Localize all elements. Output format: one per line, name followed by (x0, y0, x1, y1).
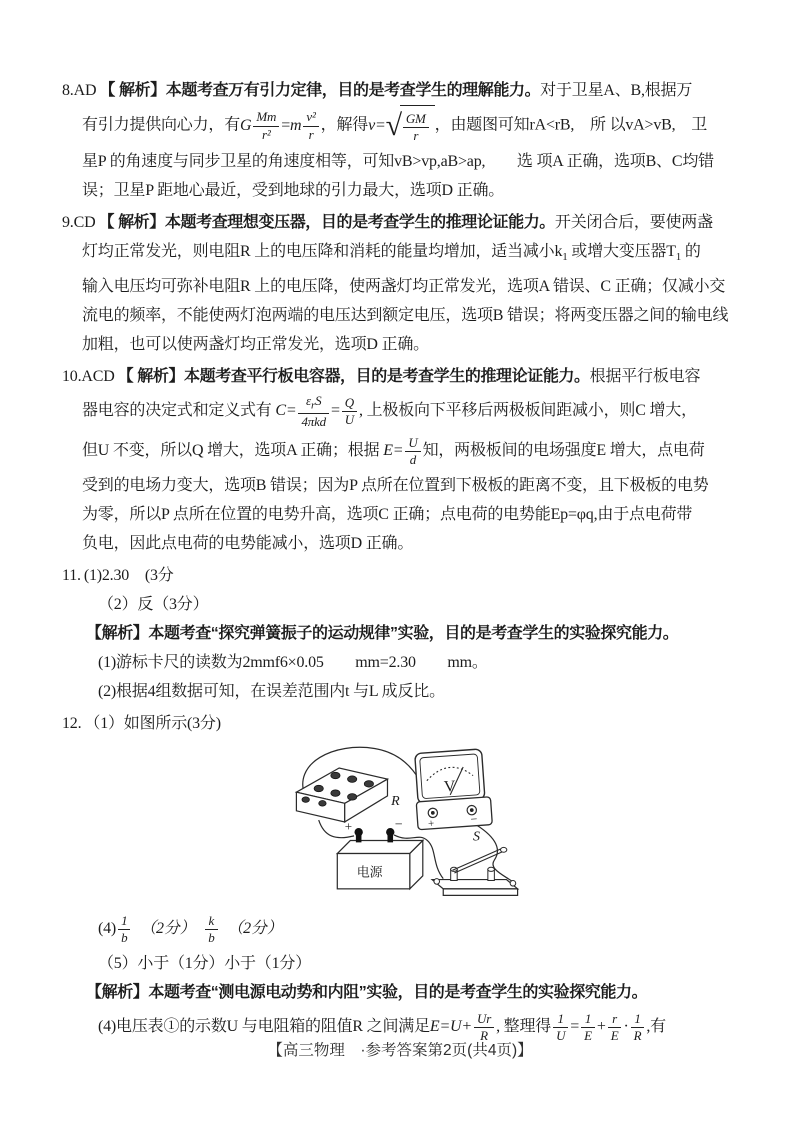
q11-text: (1)游标卡尺的读数为2mmf6×0.05 mm=2.30 mm。 (98, 654, 488, 672)
question-10-answer (62, 362, 746, 558)
q10-line-1 (62, 362, 746, 391)
q10-line-5 (62, 500, 746, 529)
q8-number: 8.AD (62, 82, 97, 99)
fraction: $\frac{Ur}{R}$ (474, 1012, 494, 1044)
switch-label: S (472, 829, 480, 845)
q10-intro: 本题考查平行板电容器，目的是考查学生的推理论证能力。 (184, 368, 590, 386)
q9-number: 9.CD (62, 214, 96, 231)
linearized-formula (551, 1010, 646, 1044)
q12-line-4 (62, 909, 746, 949)
subscript: r (310, 399, 316, 412)
q9-text: 加粗，也可以使两盏灯均正常发光，选项D 正确。 (82, 336, 429, 354)
equals-sign: = (281, 116, 291, 134)
battery (337, 818, 423, 889)
switch-terminal (510, 881, 516, 887)
q11-text: (2)根据4组数据可知，在误差范围内t 与L 成反比。 (98, 683, 445, 701)
fraction: $\frac{r}{E}$ (608, 1012, 622, 1044)
q9-line-1 (62, 208, 746, 237)
emf-formula (429, 1010, 496, 1044)
gravity-formula (240, 109, 321, 142)
q11-number: 11. (62, 567, 81, 585)
formula-term: m (290, 116, 302, 134)
q12-text: (4) (98, 920, 117, 938)
q10-text: 根据平行板电容 (589, 368, 701, 386)
q12-text: ,有 (646, 1018, 666, 1036)
q9-text: 灯均正常发光，则电阻R 上的电压降和消耗的能量均增加，适当减小k (82, 243, 563, 260)
q12-line-1 (62, 709, 746, 738)
q9-text: 流电的频率，不能使两灯泡两端的电压达到额定电压，选项B 错误；将两变压器之间的输电线 (82, 307, 729, 325)
analysis-marker: 【 解析】 (98, 214, 165, 231)
question-11-answer (62, 561, 746, 706)
q11-line-1 (62, 561, 746, 590)
voltmeter (413, 749, 493, 831)
q12-number: 12. (62, 715, 82, 733)
formula-term: E=U+ (429, 1018, 473, 1036)
q10-text: 受到的电场力变大，选项B 错误；因为P 点所在位置到下极板的距离不变，且下极板的电势 (82, 477, 709, 495)
formula-term: C= (275, 402, 297, 420)
q12-analysis (62, 978, 746, 1007)
fraction: $\frac{1}{U}$ (553, 1012, 568, 1044)
q11-analysis (62, 619, 746, 648)
q11-line-2 (62, 590, 746, 619)
equals-sign: = (330, 402, 340, 420)
fraction: $\frac{Mm}{\text{r²}}$ (253, 110, 279, 142)
voltmeter-minus-label: − (470, 812, 478, 827)
equals-sign: = (570, 1018, 580, 1036)
q9-line-2 (62, 237, 746, 272)
q8-text: ，解得 (320, 116, 369, 134)
q10-line-3 (62, 431, 746, 471)
circuit-diagram (278, 742, 746, 905)
q12-text: , 整理得 (496, 1018, 552, 1036)
question-9-answer (62, 208, 746, 359)
q8-text: 对于卫星A、B,根据万 (540, 82, 693, 99)
voltmeter-label: V (443, 778, 456, 796)
analysis-marker: 【 解析】 (117, 368, 185, 386)
analysis-marker: 【解析】 (86, 984, 149, 1002)
fraction: $\frac{Q}{U}$ (342, 396, 357, 428)
analysis-marker: 【解析】 (86, 625, 149, 643)
q9-text: 或增大变压器T (567, 243, 676, 260)
q9-text: 的 (681, 243, 701, 260)
q11-line-3 (62, 648, 746, 677)
q8-line-2 (62, 105, 746, 147)
plus-sign: + (596, 1018, 606, 1036)
q12-score: （2分） (219, 920, 283, 938)
resistor-label: R (391, 794, 400, 810)
q12-score: （2分） (132, 920, 204, 938)
q9-intro: 本题考查理想变压器，目的是考查学生的推理论证能力。 (164, 214, 555, 231)
fraction: $\frac{\text{v²}}{r}$ (303, 110, 318, 142)
switch-terminal (434, 879, 440, 885)
q10-text: 知，两极板间的电场强度E 增大，点电荷 (422, 442, 705, 460)
fraction: $\varepsilon_rS$ 4πkd (298, 394, 328, 429)
q8-text: 星P 的角速度与同步卫星的角速度相等，可知vB>vp,aB>ap, 选 项A 正确，选项B、C均错 (82, 153, 714, 170)
q8-line-3 (62, 147, 746, 176)
q10-text: 但U 不变，所以Q 增大，选项A 正确；根据 (82, 442, 384, 460)
fraction: $\frac{U}{d}$ (405, 436, 420, 468)
question-8-answer (62, 76, 746, 205)
q9-text: 开关闭合后，要使两盏 (554, 214, 713, 231)
q8-text: ，由题图可知rA<rB, 所 以vA>vB, 卫 (434, 116, 708, 134)
q11-text: （2）反（3分） (98, 596, 209, 614)
q10-text: , 上极板向下平移后两极板间距减小，则C 增大， (359, 402, 697, 420)
formula-term: E= (383, 442, 404, 460)
q10-number: 10.ACD (62, 368, 115, 386)
q9-line-3 (62, 272, 746, 301)
field-formula (383, 434, 422, 468)
q9-line-5 (62, 330, 746, 359)
velocity-formula (368, 109, 435, 143)
q12-text: （5）小于（1分）小于（1分） (98, 955, 312, 973)
radical-sign: √ (385, 109, 402, 142)
q8-line-4 (62, 176, 746, 205)
q11-intro: 本题考查“探究弹簧振子的运动规律”实验，目的是考查学生的实验探究能力。 (148, 625, 679, 643)
formula-term: G (240, 116, 252, 134)
q10-line-2 (62, 391, 746, 431)
q12-text: （1）如图所示(3分) (84, 715, 221, 733)
q12-intro: 本题考查“测电源电动势和内阻”实验，目的是考查学生的实验探究能力。 (148, 984, 648, 1002)
question-12-answer (62, 709, 746, 1047)
q10-text: 为零，所以P 点所在位置的电势升高，选项C 正确；点电荷的电势能Ep=φq,由于点电荷带 (82, 506, 693, 524)
q8-intro: 本题考查万有引力定律，目的是考查学生的理解能力。 (165, 82, 541, 99)
resistance-box (296, 768, 400, 822)
fraction: $\frac{1}{R}$ (631, 1012, 645, 1044)
capacitance-formula (275, 393, 359, 429)
subscript: 1 (562, 251, 568, 264)
q8-line-1 (62, 76, 746, 105)
q12-line-5 (62, 949, 746, 978)
fraction: $\frac{1}{b}$ (118, 914, 130, 946)
switch (432, 830, 518, 896)
q10-line-6 (62, 529, 746, 558)
square-root (386, 105, 435, 147)
q10-line-4 (62, 471, 746, 500)
dot-sign: · (623, 1018, 629, 1036)
fraction: $\frac{1}{E}$ (581, 1012, 595, 1044)
battery-minus-label: − (394, 817, 403, 833)
q11-text: (1)2.30 (3分 (83, 567, 174, 585)
q10-text: 负电，因此点电荷的电势能减小，选项D 正确。 (82, 535, 414, 553)
analysis-marker: 【 解析】 (99, 82, 166, 99)
voltmeter-plus-label: + (427, 817, 435, 831)
q9-line-4 (62, 301, 746, 330)
battery-plus-label: + (344, 818, 352, 834)
fraction: $\frac{k}{b}$ (205, 914, 217, 946)
q8-text: 误；卫星P 距地心最近，受到地球的引力最大，选项D 正确。 (82, 182, 505, 199)
fraction: $\frac{GM}{r}$ (403, 112, 429, 144)
q10-text: 器电容的决定式和定义式有 (82, 402, 276, 420)
formula-term: v= (368, 116, 386, 134)
battery-label: 电源 (356, 864, 383, 880)
page-footer: 【高三物理 ·参考答案第2页(共4页)】 (267, 1042, 533, 1059)
circuit-diagram-svg (278, 742, 536, 900)
subscript: 1 (675, 251, 682, 264)
q8-text: 有引力提供向心力，有 (82, 116, 241, 134)
q11-line-4 (62, 677, 746, 706)
q12-text: (4)电压表①的示数U 与电阻箱的阻值R 之间满足 (98, 1018, 430, 1036)
q9-text: 输入电压均可弥补电阻R 上的电压降，使两盏灯均正常发光，选项A 错误、C 正确；仅减小交 (82, 278, 726, 296)
